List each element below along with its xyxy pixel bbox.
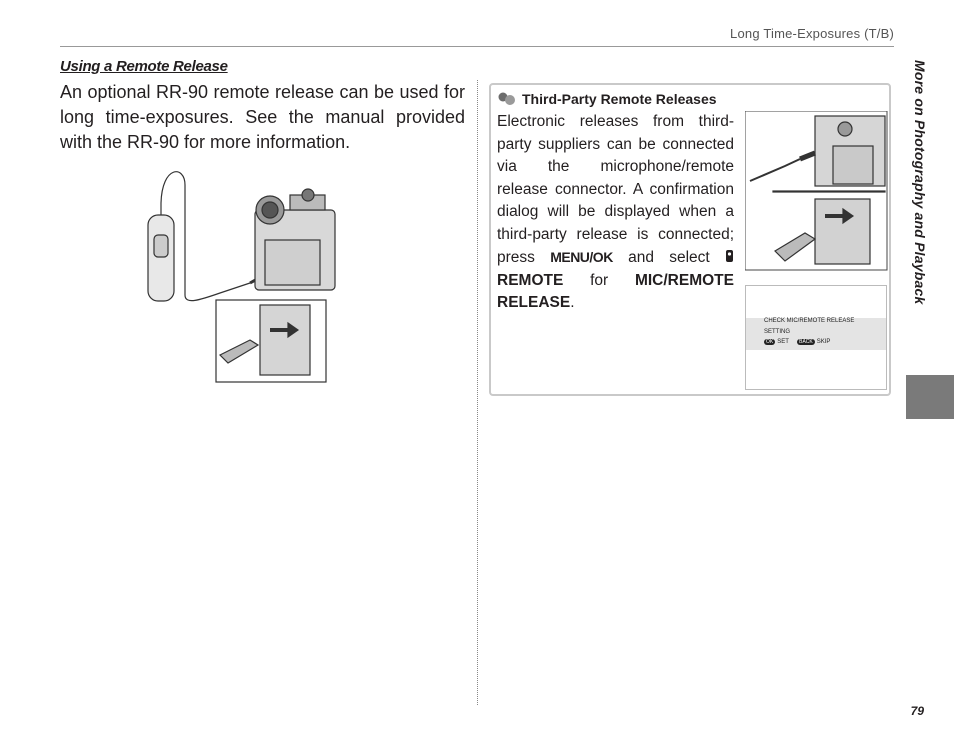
note-body	[497, 111, 734, 315]
back-key-icon: BACK	[799, 339, 813, 345]
skip-option: SKIP	[816, 339, 831, 345]
header-rule	[60, 46, 894, 47]
page-number: 79	[910, 704, 924, 718]
section-title: Using a Remote Release	[60, 58, 228, 75]
note-text-and-select: and select	[628, 249, 710, 266]
column-divider	[477, 80, 478, 705]
chapter-side-tab	[905, 60, 935, 360]
remote-label: REMOTE	[497, 271, 564, 289]
note-period: .	[570, 294, 575, 311]
note-title	[497, 91, 717, 107]
dialog-line1: CHECK MIC/REMOTE RELEASE	[764, 318, 855, 324]
chapter-thumb-tab	[906, 375, 954, 419]
remote-icon	[725, 249, 734, 263]
note-text: Electronic releases from third-party suppliers can be connected via the microphone/remote release connector. A confirmation dialog will be displayed when a third-party release is connected; press	[497, 113, 734, 266]
dialog-line2: SETTING	[764, 329, 791, 335]
third-party-connector-illustration	[745, 111, 888, 271]
ok-key-icon: OK	[766, 339, 774, 345]
running-header: Long Time-Exposures (T/B)	[730, 26, 894, 41]
note-title-text: Third-Party Remote Releases	[522, 91, 717, 107]
note-text-for: for	[590, 271, 609, 289]
option-label: MIC/REMOTE RELEASE	[497, 271, 734, 311]
camera-remote-illustration	[140, 165, 340, 385]
dialog-options	[764, 339, 830, 345]
chapter-label: More on Photography and Playback	[912, 60, 928, 305]
menu-ok-key: MENU/OK	[550, 249, 613, 265]
note-icon	[497, 92, 517, 106]
section-body: An optional RR-90 remote release can be used for long time-exposures. See the manual provided with the RR-90 for more information.	[60, 82, 465, 152]
set-option: SET	[777, 339, 789, 345]
confirmation-dialog	[745, 285, 887, 390]
